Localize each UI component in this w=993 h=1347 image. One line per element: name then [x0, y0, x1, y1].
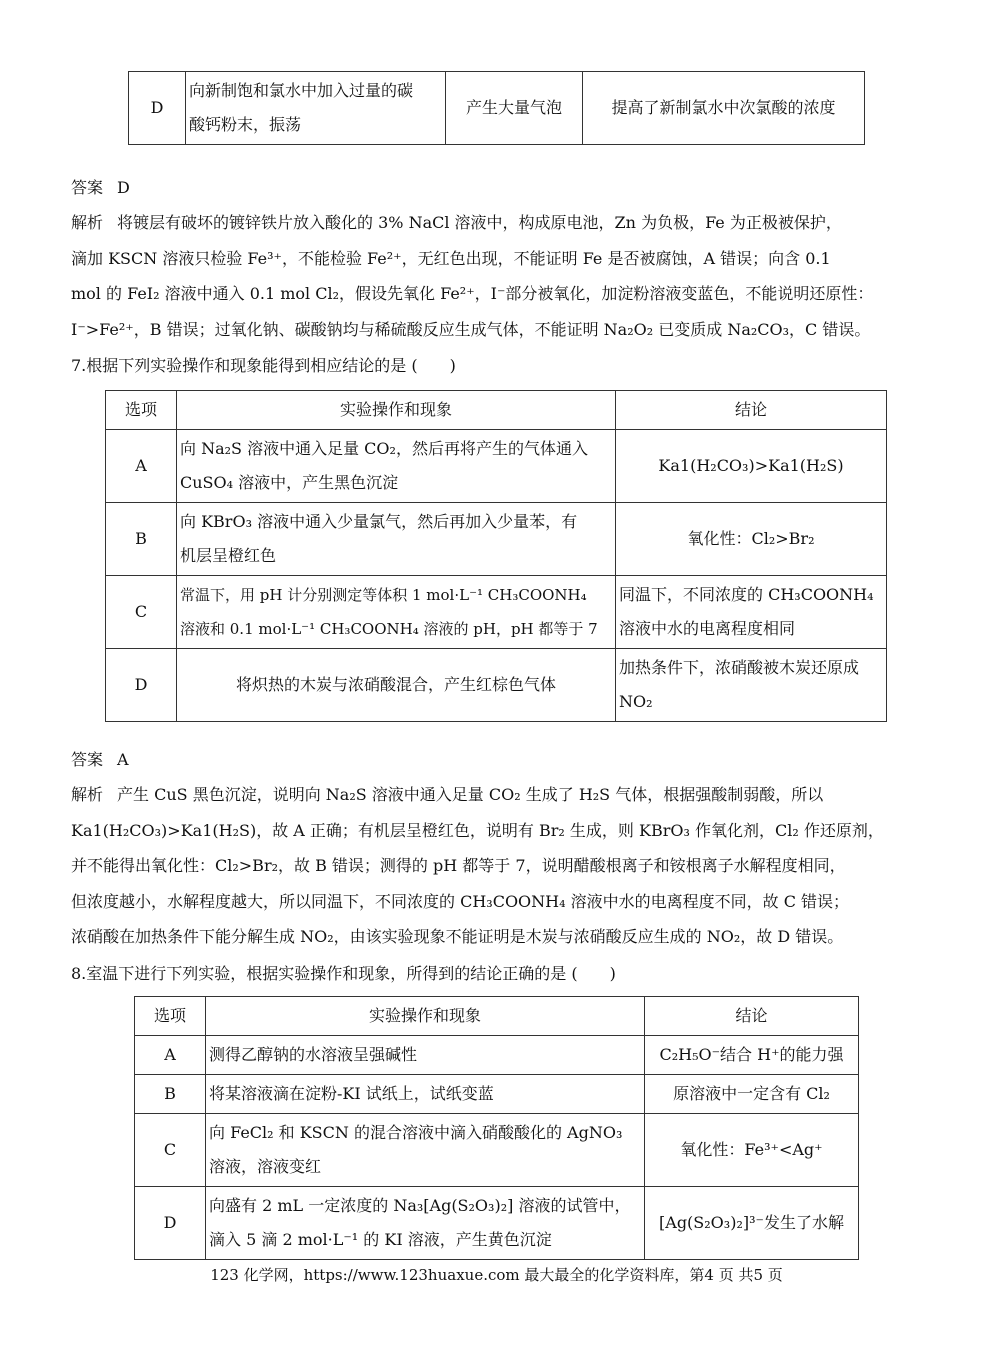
q7-table: [105, 390, 887, 722]
table-row: C 常温下，用 pH 计分别测定等体积 1 mol·L⁻¹ CH₃COONH₄ 溶液和 0.1 mol·L⁻¹ CH₃COONH₄ 溶液的 pH，pH 都等于 7 同温下，不同浓度的 CH₃COONH₄ 溶液中水的电离程度相同: [106, 576, 887, 649]
table-row: B 向 KBrO₃ 溶液中通入少量氯气，然后再加入少量苯，有 机层呈橙红色 氧化性：Cl₂>Br₂: [106, 503, 887, 576]
page-footer: 123 化学网，https://www.123huaxue.com 最大最全的化学资料库，第4 页 共5 页: [210, 1266, 783, 1284]
prev-question-table: [128, 71, 865, 145]
table-row: D 将炽热的木炭与浓硝酸混合，产生红棕色气体 加热条件下，浓硝酸被木炭还原成 NO₂: [106, 649, 887, 722]
table-header-row: [106, 391, 887, 430]
header-option: 选项: [135, 997, 206, 1036]
table-row: A 向 Na₂S 溶液中通入足量 CO₂，然后再将产生的气体通入 CuSO₄ 溶液中，产生黑色沉淀 Ka1(H₂CO₃)>Ka1(H₂S): [106, 430, 887, 503]
phenomenon-cell: 产生大量气泡: [446, 72, 583, 145]
q6-answer: 答案 D: [71, 178, 130, 197]
table-row: A 测得乙醇钠的水溶液呈强碱性 C₂H₅O⁻结合 H⁺的能力强: [135, 1036, 859, 1075]
option-cell: D: [129, 72, 186, 145]
q8-question: 8.室温下进行下列实验，根据实验操作和现象，所得到的结论正确的是 ( ): [71, 964, 616, 983]
header-option: 选项: [106, 391, 177, 430]
header-operation: 实验操作和现象: [177, 391, 616, 430]
q7-analysis: 解析 产生 CuS 黑色沉淀，说明向 Na₂S 溶液中通入足量 CO₂ 生成了 H₂S 气体，根据强酸制弱酸，所以 Ka1(H₂CO₃)>Ka1(H₂S)，故 A 正确；有机层呈橙红色，说明有 Br₂ 生成，则 KBrO₃ 作氧化剂，Cl₂ 作还原剂， 并不能得出氧化性：Cl₂>Br₂，故 B 错误；测得的 pH 都等于 7，说明醋酸根离子和铵根离子水解程度相同， 但浓度越小，水解程度越大，所以同温下，不同浓度的 CH₃COONH₄ 溶液中水的电离程度不同，故 C 错误； 浓硝酸在加热条件下能分解生成 NO₂，由该实验现象不能证明是木炭与浓硝酸反应生成的 NO₂，故 D 错误。: [71, 785, 884, 946]
operation-cell: 向新制饱和氯水中加入过量的碳 酸钙粉末，振荡: [186, 72, 446, 145]
header-conclusion: 结论: [645, 997, 859, 1036]
q8-table: [134, 996, 859, 1260]
q7-answer: 答案 A: [71, 750, 129, 769]
conclusion-cell: 提高了新制氯水中次氯酸的浓度: [583, 72, 865, 145]
header-conclusion: 结论: [616, 391, 887, 430]
table-row: [129, 72, 865, 145]
table-row: D 向盛有 2 mL 一定浓度的 Na₃[Ag(S₂O₃)₂] 溶液的试管中， 滴入 5 滴 2 mol·L⁻¹ 的 KI 溶液，产生黄色沉淀 [Ag(S₂O₃)₂]³⁻发生了水解: [135, 1187, 859, 1260]
table-row: B 将某溶液滴在淀粉-KI 试纸上，试纸变蓝 原溶液中一定含有 Cl₂: [135, 1075, 859, 1114]
table-header-row: [135, 997, 859, 1036]
q6-analysis: 解析 将镀层有破坏的镀锌铁片放入酸化的 3% NaCl 溶液中，构成原电池，Zn 为负极，Fe 为正极被保护， 滴加 KSCN 溶液只检验 Fe³⁺，不能检验 Fe²⁺，无红色出现，不能证明 Fe 是否被腐蚀，A 错误；向含 0.1 mol 的 FeI₂ 溶液中通入 0.1 mol Cl₂，假设先氧化 Fe²⁺，I⁻部分被氧化，加淀粉溶液变蓝色，不能说明还原性： I⁻>Fe²⁺，B 错误；过氧化钠、碳酸钠均与稀硫酸反应生成气体，不能证明 Na₂O₂ 已变质成 Na₂CO₃，C 错误。: [71, 213, 874, 339]
q7-question: 7.根据下列实验操作和现象能得到相应结论的是 ( ): [71, 356, 456, 375]
table-row: C 向 FeCl₂ 和 KSCN 的混合溶液中滴入硝酸酸化的 AgNO₃ 溶液，溶液变红 氧化性：Fe³⁺<Ag⁺: [135, 1114, 859, 1187]
header-operation: 实验操作和现象: [206, 997, 645, 1036]
